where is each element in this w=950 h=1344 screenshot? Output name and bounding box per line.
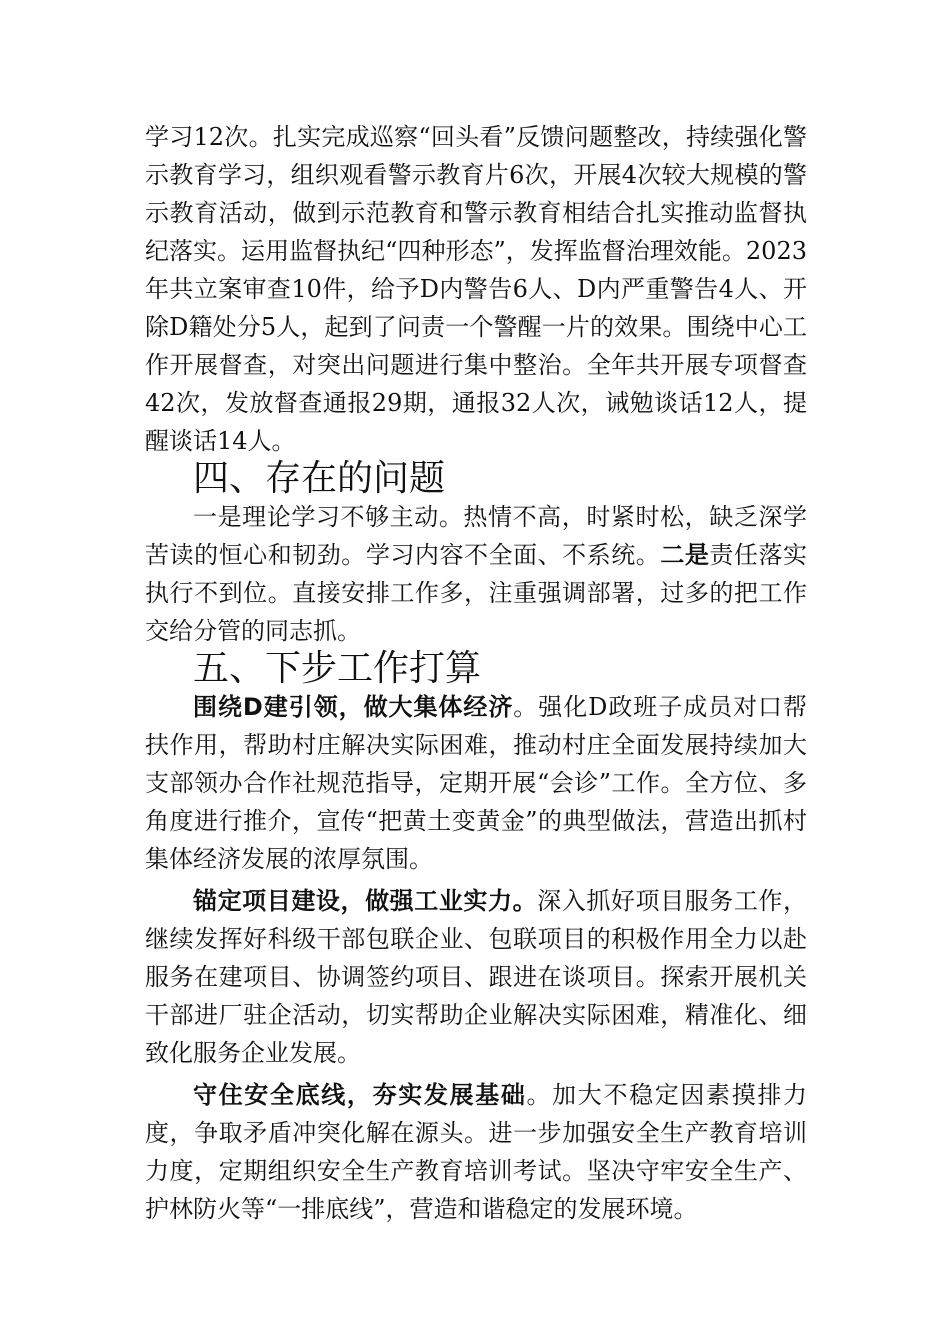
paragraph-supervision-summary: 学习12次。扎实完成巡察“回头看”反馈问题整改，持续强化警示教育学习，组织观看警示教育片6次，开展4次较大规模的警示教育活动，做到示范教育和警示教育相结合扎实推动监督执纪落实。运用监督执纪“四种形态”，发挥监督治理效能。2023年共立案审查10件，给予D内警告6人、D内严重警告4人、开除D籍处分5人，起到了问责一个警醒一片的效果。围绕中心工作开展督查，对突出问题进行集中整治。全年共开展专项督查42次，发放督查通报29期，通报32人次，诫勉谈话12人，提醒谈话14人。 — [145, 123, 807, 455]
paragraph-plan-collective-economy — [145, 688, 807, 878]
plan-3-text: 。加大不稳定因素摸排力度，争取矛盾冲突化解在源头。进一步加强安全生产教育培训力度，定期组织安全生产教育培训考试。坚决守牢安全生产、护林防火等“一排底线”，营造和谐稳定的发展环境。 — [145, 1081, 808, 1223]
plan-3-lead: 守住安全底线，夯实发展基础 — [193, 1081, 527, 1109]
section-heading-problems: 四、存在的问题 — [193, 458, 446, 499]
problem-2-lead: 二是 — [660, 541, 710, 569]
plan-2-lead: 锚定项目建设，做强工业实力。 — [193, 887, 538, 915]
plan-1-text: 。强化D政班子成员对口帮扶作用，帮助村庄解决实际困难，推动村庄全面发展持续加大支部领办合作社规范指导，定期开展“会诊”工作。全方位、多角度进行推介，宣传“把黄土变黄金”的典型做法，营造出抓村集体经济发展的浓厚氛围。 — [145, 693, 808, 873]
plan-2-text: 深入抓好项目服务工作，继续发挥好科级干部包联企业、包联项目的积极作用全力以赴服务在建项目、协调签约项目、跟进在谈项目。探索开展机关干部进厂驻企活动，切实帮助企业解决实际困难，精准化、细致化服务企业发展。 — [145, 887, 808, 1067]
problem-1-text: 理论学习不够主动。热情不高，时紧时松，缺乏深学苦读的恒心和韧劲。学习内容不全面、不系统。 — [145, 503, 808, 569]
paragraph-plan-safety — [145, 1076, 807, 1228]
paragraph-plan-industry — [145, 882, 807, 1072]
problem-1-lead: 一是 — [193, 503, 243, 531]
section-heading-next-steps: 五、下步工作打算 — [193, 648, 482, 689]
problem-2-text: 责任落实执行不到位。直接安排工作多，注重强调部署，过多的把工作交给分管的同志抓。 — [145, 541, 808, 645]
plan-1-lead: 围绕D建引领，做大集体经济 — [193, 693, 514, 721]
document-body — [145, 118, 807, 1228]
paragraph-problems — [145, 498, 807, 650]
